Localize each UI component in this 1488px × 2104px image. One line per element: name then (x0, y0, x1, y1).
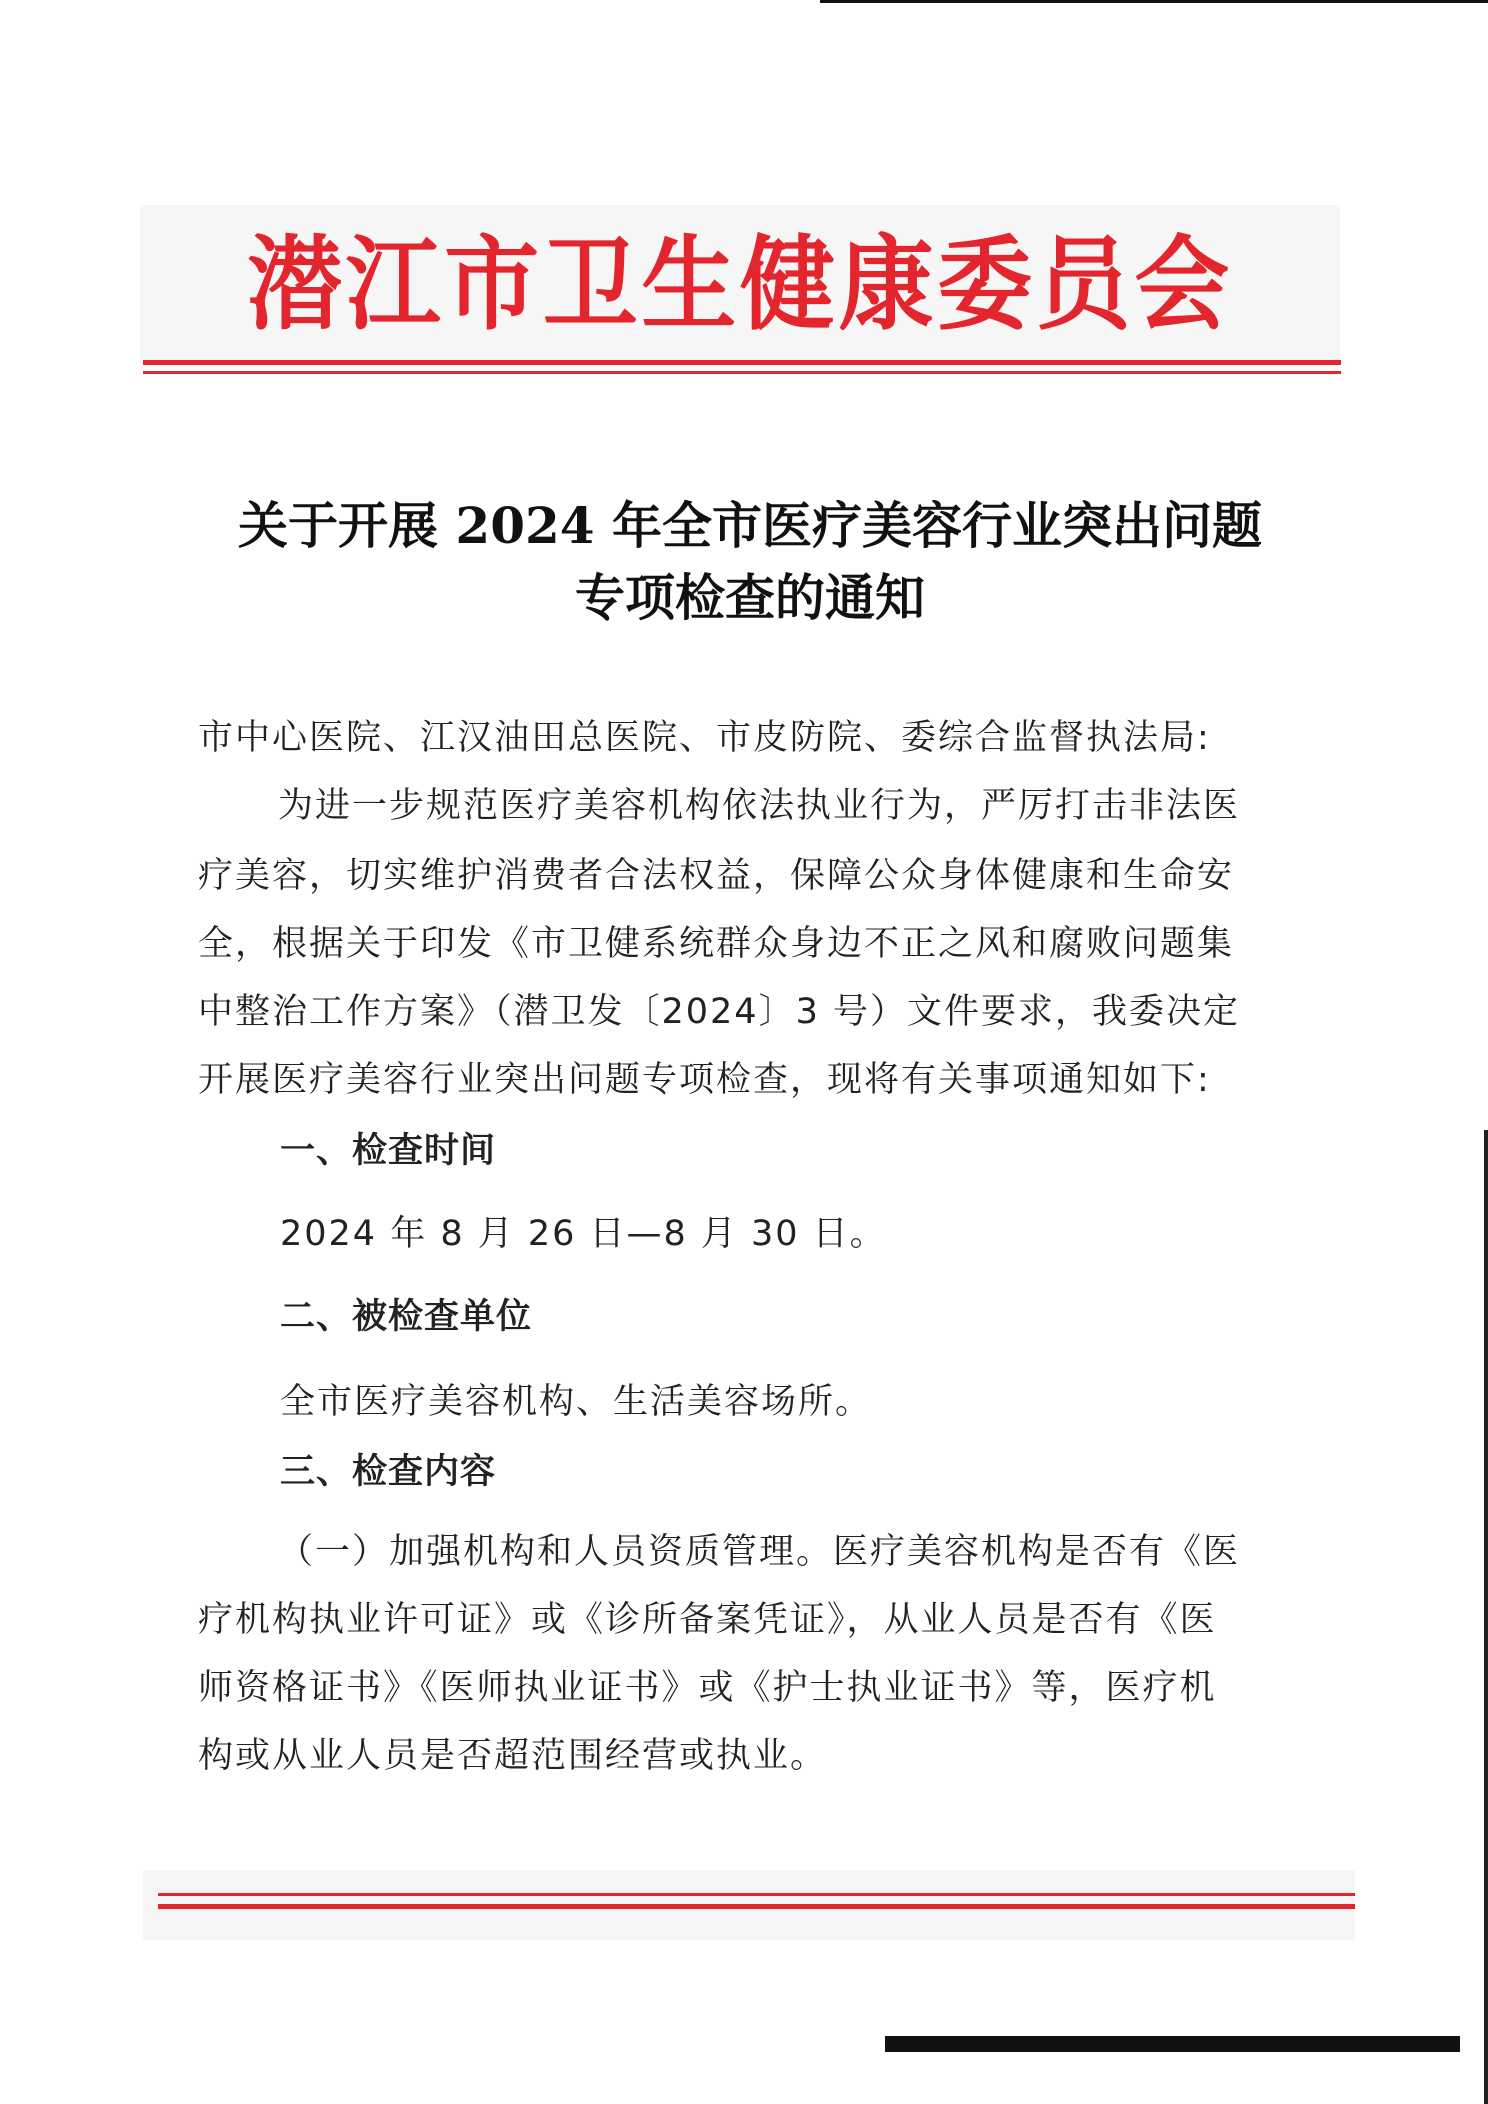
masthead-title: 潜江市卫生健康委员会 (247, 225, 1233, 345)
intro-line-5: 开展医疗美容行业突出问题专项检查，现将有关事项通知如下: (198, 1060, 1211, 1100)
masthead (140, 205, 1340, 365)
document-title-line-2: 专项检查的通知 (575, 568, 925, 627)
section-3-line-3: 师资格证书》《医师执业证书》或《护士执业证书》等，医疗机 (198, 1668, 1217, 1708)
addressee: 市中心医院、江汉油田总医院、市皮防院、委综合监督执法局: (198, 718, 1211, 758)
scan-edge-top (820, 0, 1488, 3)
section-3-line-2: 疗机构执业许可证》或《诊所备案凭证》，从业人员是否有《医 (198, 1600, 1217, 1640)
footer-rule-thick (158, 1904, 1355, 1909)
section-3-heading: 三、检查内容 (280, 1452, 497, 1492)
masthead-rule-thick (143, 360, 1341, 365)
masthead-rule-thin (143, 371, 1341, 374)
document-title (150, 490, 1350, 634)
intro-line-3: 全，根据关于印发《市卫健系统群众身边不正之风和腐败问题集 (198, 924, 1235, 964)
scan-edge-right (1484, 1130, 1488, 2104)
section-1-content: 2024 年 8 月 26 日—8 月 30 日。 (280, 1214, 887, 1254)
footer-rule-thin (158, 1893, 1355, 1896)
section-2-content: 全市医疗美容机构、生活美容场所。 (280, 1382, 873, 1422)
section-2-heading: 二、被检查单位 (280, 1297, 533, 1337)
intro-line-4: 中整治工作方案》（潜卫发〔2024〕3 号）文件要求，我委决定 (198, 992, 1240, 1032)
section-3-line-1: （一）加强机构和人员资质管理。医疗美容机构是否有《医 (278, 1532, 1241, 1572)
scan-edge-bottom (885, 2036, 1460, 2052)
intro-line-2: 疗美容，切实维护消费者合法权益，保障公众身体健康和生命安 (198, 856, 1235, 896)
section-1-heading: 一、检查时间 (280, 1131, 497, 1171)
section-3-line-4: 构或从业人员是否超范围经营或执业。 (198, 1736, 828, 1776)
intro-line-1: 为进一步规范医疗美容机构依法执业行为，严厉打击非法医 (278, 786, 1241, 826)
document-title-line-1: 关于开展 2024 年全市医疗美容行业突出问题 (238, 496, 1262, 555)
